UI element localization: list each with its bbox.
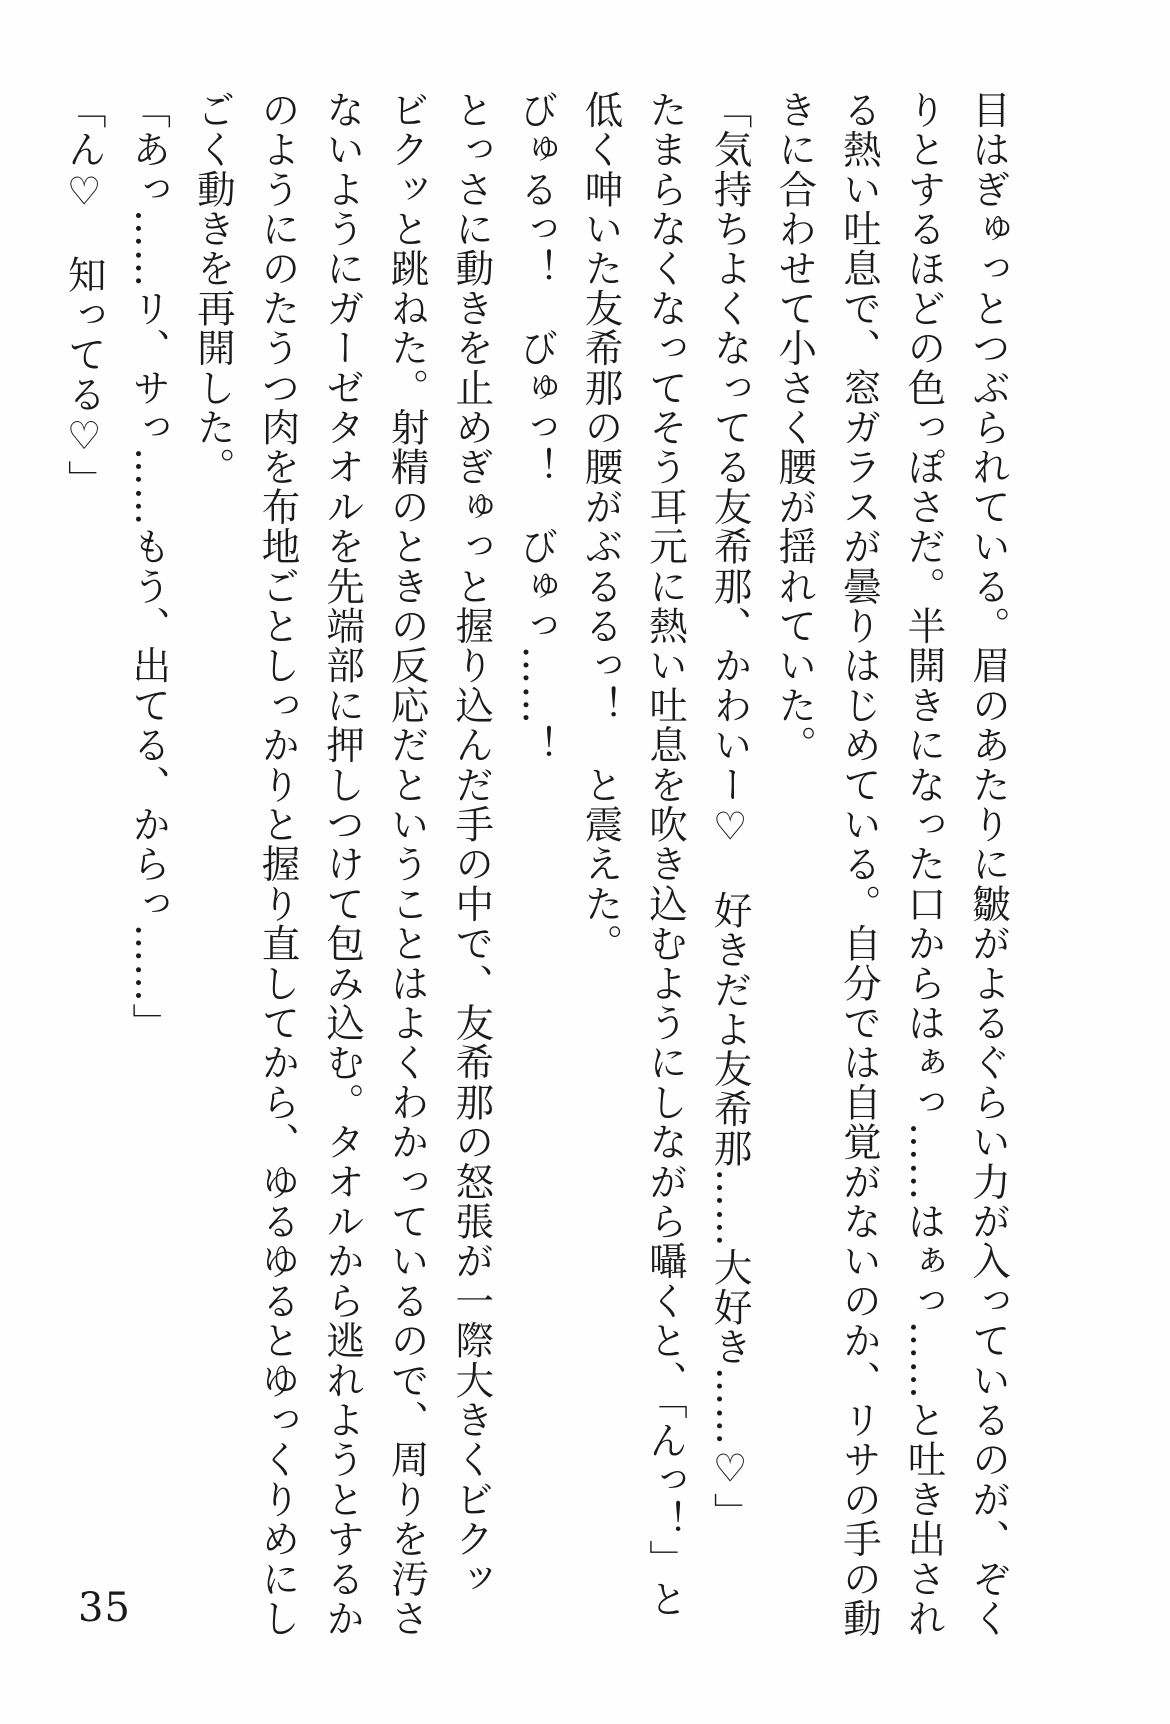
text-line: ビクッと跳ねた。射精のときの反応だということはよくわかっているので、周りを汚さ (384, 90, 430, 1639)
text-line: ごく動きを再開した。 (190, 90, 236, 487)
page-number: 35 (78, 1585, 131, 1631)
text-line: ないようにガーゼタオルを先端部に押しつけて包み込む。タオルから逃れようとするか (320, 90, 366, 1639)
text-line: びゅるっ！ びゅっ！ びゅっ……！ (513, 90, 559, 765)
text-line: のようにのたうつ肉を布地ごとしっかりと握り直してから、ゆるゆるとゆっくりめにし (255, 90, 301, 1639)
text-line: 「気持ちよくなってる友希那、かわいー♡ 好きだよ友希那……大好き……♡」 (707, 90, 753, 1533)
text-line: 低く呻いた友希那の腰がぶるるっ！ と震えた。 (578, 90, 624, 964)
text-line: きに合わせて小さく腰が揺れていた。 (772, 90, 818, 765)
text-line: る熱い吐息で、窓ガラスが曇りはじめている。自分では自覚がないのか、リサの手の動 (836, 90, 882, 1639)
text-line: とっさに動きを止めぎゅっと握り込んだ手の中で、友希那の怒張が一際大きくビクッ (449, 90, 495, 1599)
text-line: たまらなくなってそう耳元に熱い吐息を吹き込むようにしながら囁くと、「んっ！」と (643, 90, 689, 1620)
text-line: 「ん♡ 知ってる♡」 (61, 90, 107, 500)
text-line: 目はぎゅっとつぶられている。眉のあたりに皺がよるぐらい力が入っているのが、ぞく (966, 90, 1011, 1639)
text-line: 「あっ……リ、サっ……もう、出てる、からっ……」 (126, 90, 172, 1043)
text-line: りとするほどの色っぽさだ。半開きになった口からはぁっ……はぁっ……と吐き出され (901, 90, 947, 1639)
